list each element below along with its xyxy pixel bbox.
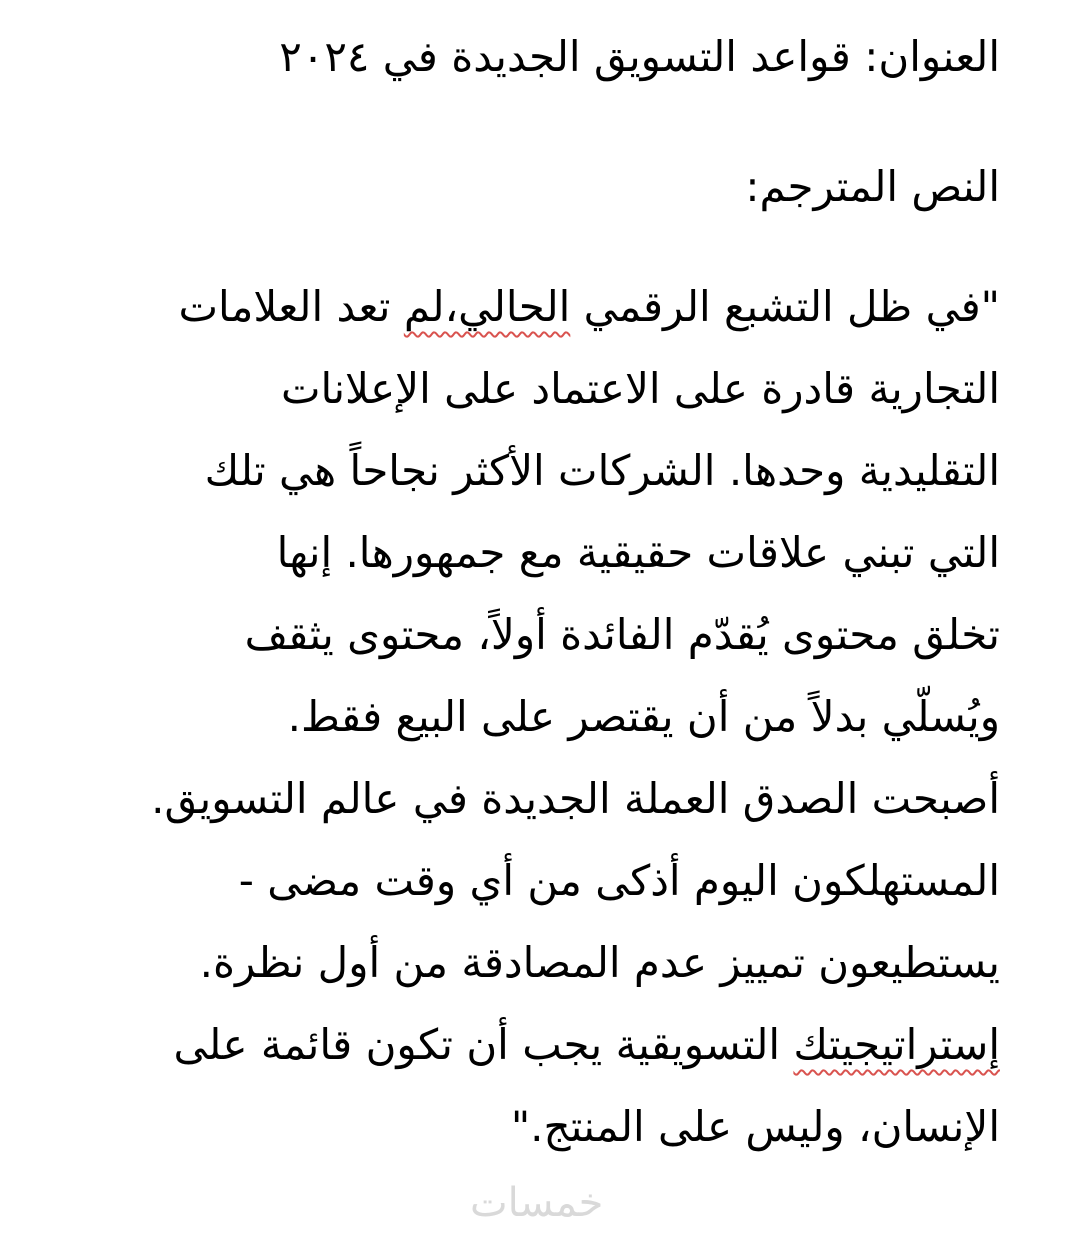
paragraph-line-11: الإنسان، وليس على المنتج.": [510, 1102, 1000, 1151]
translated-text-heading: النص المترجم:: [745, 162, 1000, 211]
paragraph-line-1-end: تعد العلامات: [178, 282, 404, 331]
paragraph-line-4: التي تبني علاقات حقيقية مع جمهورها. إنها: [276, 528, 1000, 577]
document-title: العنوان: قواعد التسويق الجديدة في ٢٠٢٤: [279, 32, 1000, 81]
paragraph-line-10-end: التسويقية يجب أن تكون قائمة على: [173, 1020, 794, 1069]
spellcheck-flagged-word: الحالي،لم: [403, 282, 571, 331]
paragraph-line-2: التجارية قادرة على الاعتماد على الإعلانات: [280, 364, 1000, 413]
paragraph-line-5: تخلق محتوى يُقدّم الفائدة أولاً، محتوى يثقف: [244, 610, 1000, 659]
paragraph-line-8: المستهلكون اليوم أذكى من أي وقت مضى -: [238, 856, 1000, 905]
paragraph-line-1-start: "في ظل التشبع الرقمي: [570, 282, 1000, 331]
spellcheck-flagged-word: إستراتيجيتك: [793, 1020, 1000, 1069]
watermark-logo: خمسات: [470, 1180, 604, 1226]
paragraph-line-6: ويُسلّي بدلاً من أن يقتصر على البيع فقط.: [287, 692, 1000, 741]
paragraph-line-9: يستطيعون تمييز عدم المصادقة من أول نظرة.: [199, 938, 1000, 987]
paragraph-line-7: أصبحت الصدق العملة الجديدة في عالم التسويق.: [151, 774, 1000, 823]
paragraph-line-10: [173, 1020, 1000, 1069]
paragraph-line-3: التقليدية وحدها. الشركات الأكثر نجاحاً هي تلك: [204, 446, 1000, 495]
paragraph-line-1: [178, 282, 1001, 331]
